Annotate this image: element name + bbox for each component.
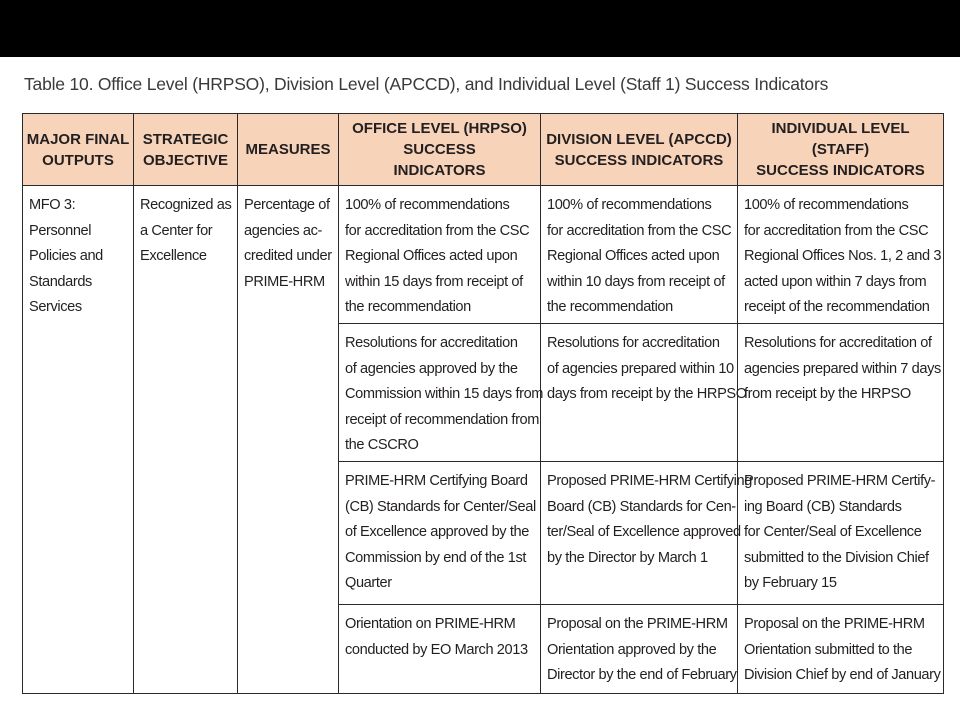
header-division-level: DIVISION LEVEL (APCCD) SUCCESS INDICATORS: [541, 114, 738, 186]
header-strategic-objective: STRATEGIC OBJECTIVE: [134, 114, 238, 186]
division-indicator-cell: Proposed PRIME-HRM Certifying Board (CB) Standards for Cen- ter/Seal of Excellence approved by the Director by March 1: [541, 462, 738, 605]
office-indicator-cell: Orientation on PRIME-HRM conducted by EO March 2013: [339, 605, 541, 694]
measures-cell: Percentage of agencies ac- credited under PRIME-HRM: [238, 186, 339, 694]
strategic-objective-cell: Recognized as a Center for Excellence: [134, 186, 238, 694]
success-indicators-table: [22, 113, 944, 694]
individual-indicator-cell: 100% of recommendations for accreditation from the CSC Regional Offices Nos. 1, 2 and 3 acted upon within 7 days from receipt of the recommendation: [738, 186, 944, 324]
header-office-level: OFFICE LEVEL (HRPSO) SUCCESS INDICATORS: [339, 114, 541, 186]
office-indicator-cell: 100% of recommendations for accreditation from the CSC Regional Offices acted upon within 15 days from receipt of the recommendation: [339, 186, 541, 324]
office-indicator-cell: Resolutions for accreditation of agencies approved by the Commission within 15 days from receipt of recommendation from the CSCRO: [339, 324, 541, 462]
table-row: [23, 186, 944, 324]
office-indicator-cell: PRIME-HRM Certifying Board (CB) Standards for Center/Seal of Excellence approved by the Commission by end of the 1st Quarter: [339, 462, 541, 605]
top-black-bar: [0, 0, 960, 57]
division-indicator-cell: Proposal on the PRIME-HRM Orientation approved by the Director by the end of February: [541, 605, 738, 694]
header-major-final-outputs: MAJOR FINAL OUTPUTS: [23, 114, 134, 186]
mfo-cell: MFO 3: Personnel Policies and Standards Services: [23, 186, 134, 694]
individual-indicator-cell: Proposed PRIME-HRM Certify- ing Board (CB) Standards for Center/Seal of Excellence submitted to the Division Chief by February 15: [738, 462, 944, 605]
individual-indicator-cell: Resolutions for accreditation of agencies prepared within 7 days from receipt by the HRPSO: [738, 324, 944, 462]
header-measures: MEASURES: [238, 114, 339, 186]
header-individual-level: INDIVIDUAL LEVEL (STAFF) SUCCESS INDICATORS: [738, 114, 944, 186]
header-row: [23, 114, 944, 186]
division-indicator-cell: Resolutions for accreditation of agencies prepared within 10 days from receipt by the HRPSO: [541, 324, 738, 462]
table-caption: Table 10. Office Level (HRPSO), Division Level (APCCD), and Individual Level (Staff 1) Success Indicators: [24, 74, 829, 94]
division-indicator-cell: 100% of recommendations for accreditation from the CSC Regional Offices acted upon within 10 days from receipt of the recommendation: [541, 186, 738, 324]
individual-indicator-cell: Proposal on the PRIME-HRM Orientation submitted to the Division Chief by end of January: [738, 605, 944, 694]
